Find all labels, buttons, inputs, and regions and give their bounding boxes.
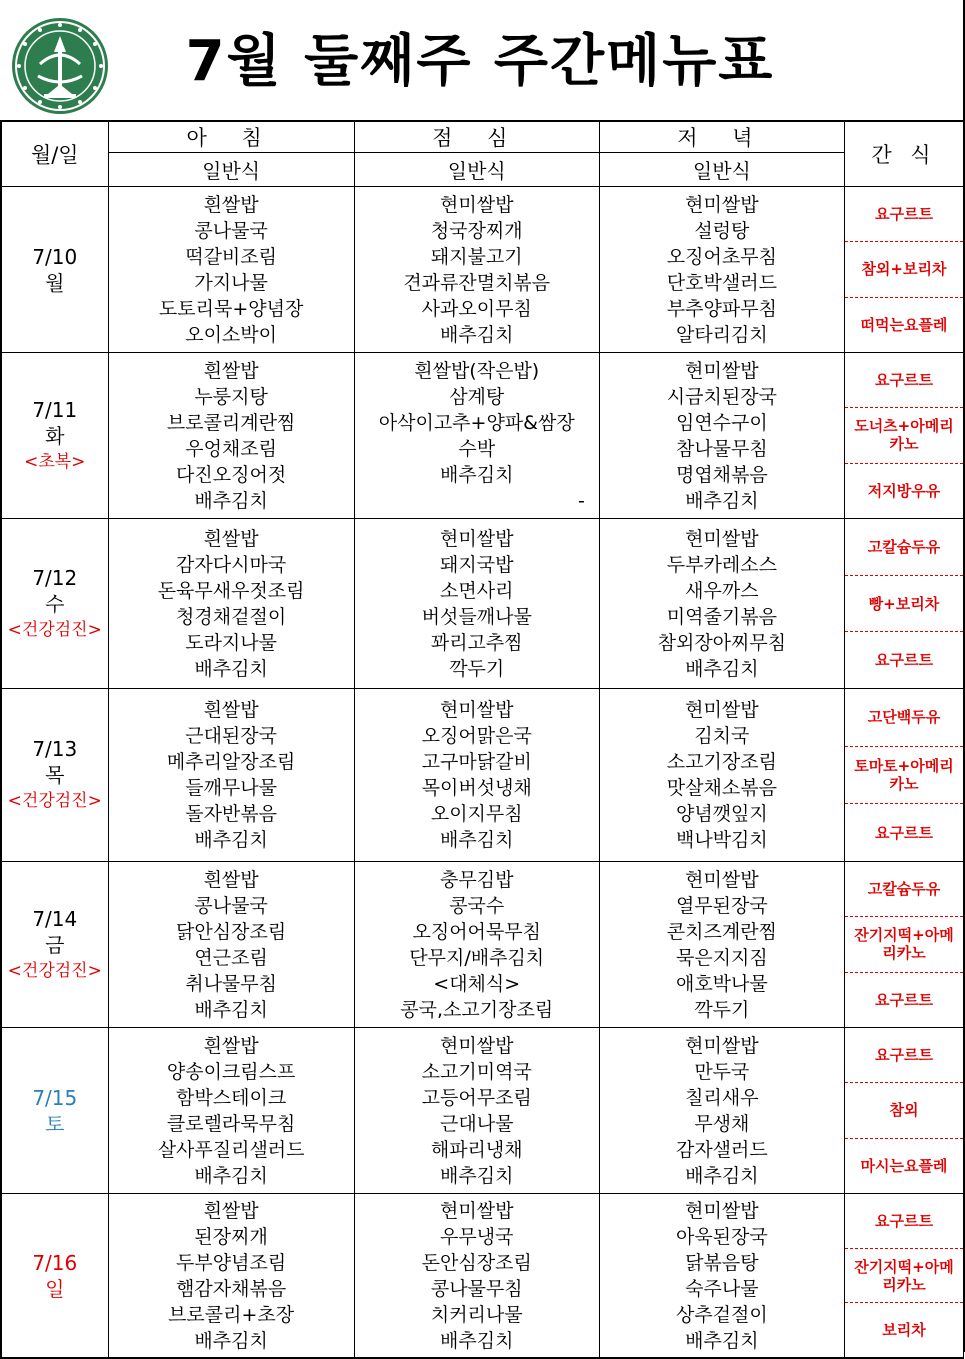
menu-item: 근대된장국 <box>185 725 277 747</box>
snack-item: 요구르트 <box>845 353 963 408</box>
menu-item: 현미쌀밥 <box>685 527 759 550</box>
menu-item: 흰쌀밥 <box>203 193 259 216</box>
menu-item: 만두국 <box>694 1060 750 1083</box>
menu-item: 단무지/배추김치 <box>409 946 545 969</box>
breakfast-cell <box>108 689 354 862</box>
menu-item: 도토리묵+양념장 <box>158 297 304 320</box>
weekday-label: 수 <box>45 591 65 616</box>
snack-item: 토마토+아메리카노 <box>845 747 963 805</box>
menu-item: 현미쌀밥 <box>685 699 759 721</box>
menu-item: 설렁탕 <box>694 219 750 242</box>
header-row-meals <box>1 121 964 153</box>
menu-item: 치커리나물 <box>430 1303 523 1326</box>
menu-item: 오징어초무침 <box>666 245 777 268</box>
day-row <box>1 1194 964 1359</box>
menu-item: 부추양파무침 <box>666 297 777 320</box>
breakfast-cell <box>108 187 354 353</box>
dinner-cell <box>599 353 844 519</box>
menu-item: 흰쌀밥 <box>203 527 259 550</box>
breakfast-cell <box>108 1028 354 1194</box>
menu-item: 클로렐라묵무침 <box>166 1112 296 1135</box>
snack-list <box>845 519 963 688</box>
menu-item: 흰쌀밥 <box>203 1034 259 1057</box>
menu-item: 흰쌀밥 <box>203 868 259 891</box>
institution-seal-icon <box>10 16 110 116</box>
menu-item: 두부양념조림 <box>176 1251 287 1274</box>
menu-item: 열무된장국 <box>675 894 768 917</box>
menu-item: 콩국수 <box>449 894 505 917</box>
menu-item: 해파리냉채 <box>430 1138 523 1161</box>
menu-item: 삼계탕 <box>449 385 505 408</box>
menu-item: 칠리새우 <box>685 1086 759 1109</box>
page-title: 7월 둘째주 주간메뉴표 <box>185 29 775 94</box>
header-dinner: 저 녁 <box>599 121 844 153</box>
menu-item: 단호박샐러드 <box>666 271 777 294</box>
date-note: <건강검진> <box>7 791 102 811</box>
menu-item: 도라지나물 <box>185 631 277 654</box>
menu-item: 명엽채볶음 <box>675 463 768 486</box>
lunch-cell <box>354 689 599 862</box>
snack-item: 보리차 <box>882 1321 926 1340</box>
menu-item: 현미쌀밥 <box>440 1199 514 1222</box>
weekday-label: 화 <box>45 423 65 448</box>
menu-item: 소면사리 <box>440 579 514 602</box>
date-label: 7/10 <box>32 244 78 269</box>
snack-cell <box>844 353 963 519</box>
menu-item: 들깨무나물 <box>185 777 277 799</box>
menu-item: 알타리김치 <box>675 323 768 346</box>
weekday-label: 토 <box>45 1111 65 1136</box>
menu-item: 현미쌀밥 <box>685 193 759 216</box>
menu-item: 배추김치 <box>194 657 268 680</box>
breakfast-cell <box>108 862 354 1028</box>
dinner-cell <box>599 187 844 353</box>
snack-item: 마시는요플레 <box>860 1156 948 1175</box>
menu-item: 청경채겉절이 <box>176 605 287 628</box>
menu-item: 오징어어묵무침 <box>412 920 541 943</box>
menu-item: 돼지불고기 <box>430 245 523 268</box>
menu-item: 애호박나물 <box>675 972 768 995</box>
header-breakfast: 아 침 <box>108 121 354 153</box>
menu-item: 취나물무침 <box>185 972 277 995</box>
menu-item: 우무냉국 <box>440 1225 514 1248</box>
snack-item: 참외+보리차 <box>845 242 963 297</box>
breakfast-cell <box>108 1194 354 1359</box>
menu-item: 숙주나물 <box>685 1277 759 1300</box>
menu-item: 콩국,소고기장조림 <box>400 998 554 1021</box>
menu-item: 꽈리고추찜 <box>430 631 523 654</box>
snack-list <box>845 1194 963 1357</box>
menu-item: 깍두기 <box>449 657 505 680</box>
menu-item: 깍두기 <box>694 998 750 1021</box>
date-note: <초복> <box>24 451 86 472</box>
menu-item: 수박 <box>458 437 496 460</box>
menu-item: 살사푸질리샐러드 <box>157 1138 305 1161</box>
menu-item: 맛살채소볶음 <box>666 777 777 799</box>
header-dinner-type: 일반식 <box>599 153 844 187</box>
menu-item: 상추겉절이 <box>675 1303 768 1326</box>
snack-item: 요구르트 <box>845 1028 963 1083</box>
lunch-cell <box>354 1028 599 1194</box>
dinner-cell <box>599 519 844 689</box>
menu-item: 배추김치 <box>685 657 759 680</box>
dinner-cell <box>599 862 844 1028</box>
menu-item: 목이버섯냉채 <box>421 777 532 799</box>
snack-item: 요구르트 <box>874 823 933 842</box>
date-label: 7/11 <box>32 397 78 422</box>
lunch-cell <box>354 187 599 353</box>
menu-item: 배추김치 <box>194 998 268 1021</box>
menu-item: 아욱된장국 <box>675 1225 768 1248</box>
menu-item: 된장찌개 <box>194 1225 268 1248</box>
breakfast-cell <box>108 519 354 689</box>
menu-item: 함박스테이크 <box>176 1086 287 1109</box>
menu-item: 연근조림 <box>194 946 268 969</box>
menu-item: 돌자반볶음 <box>185 803 277 825</box>
weekday-label: 일 <box>45 1276 65 1301</box>
menu-item: 고구마닭갈비 <box>421 751 532 773</box>
menu-item: 소고기미역국 <box>421 1060 532 1083</box>
menu-item: 브로콜리계란찜 <box>166 411 296 434</box>
menu-item: 소고기장조림 <box>666 751 777 773</box>
date-cell <box>1 689 108 862</box>
snack-cell <box>844 1028 963 1194</box>
menu-item: 두부카레소스 <box>666 553 777 576</box>
menu-item: 현미쌀밥 <box>440 193 514 216</box>
menu-item: - <box>577 489 585 512</box>
snack-item: 고칼슘두유 <box>845 862 963 917</box>
date-cell <box>1 862 108 1028</box>
menu-item: 감자샐러드 <box>675 1138 768 1161</box>
menu-item: 새우까스 <box>685 579 759 602</box>
menu-item: 현미쌀밥 <box>685 868 759 891</box>
menu-item: 견과류잔멸치볶음 <box>403 271 551 294</box>
menu-item: 백나박김치 <box>675 829 768 851</box>
snack-cell <box>844 519 963 689</box>
menu-item: 배추김치 <box>194 829 268 851</box>
dinner-cell <box>599 689 844 862</box>
menu-item: 브로콜리+초장 <box>168 1303 295 1326</box>
menu-item: 배추김치 <box>194 489 268 512</box>
menu-item: 누룽지탕 <box>194 385 268 408</box>
snack-item: 참외 <box>845 1083 963 1138</box>
menu-item: 현미쌀밥 <box>440 1034 514 1057</box>
snack-item: 요구르트 <box>845 187 963 242</box>
lunch-cell <box>354 353 599 519</box>
menu-item: 배추김치 <box>685 489 759 512</box>
header-row-types <box>1 153 964 187</box>
menu-item: 고등어무조림 <box>421 1086 532 1109</box>
date-note: <건강검진> <box>7 960 102 981</box>
menu-item: 돼지국밥 <box>440 553 514 576</box>
menu-item: 미역줄기볶음 <box>666 605 777 628</box>
day-row <box>1 689 964 862</box>
menu-item: 묵은지지짐 <box>675 946 768 969</box>
menu-item: 배추김치 <box>194 1329 268 1352</box>
date-label: 7/12 <box>32 565 78 590</box>
menu-item: 콩나물국 <box>194 219 268 242</box>
menu-item: 현미쌀밥 <box>440 699 514 721</box>
snack-item: 요구르트 <box>874 651 933 670</box>
menu-item: 사과오이무침 <box>421 297 532 320</box>
menu-item: <대체식> <box>433 972 521 995</box>
snack-item: 고단백두유 <box>845 689 963 747</box>
menu-item: 시금치된장국 <box>666 385 777 408</box>
menu-item: 떡갈비조림 <box>185 245 277 268</box>
date-cell <box>1 353 108 519</box>
lunch-cell <box>354 1194 599 1359</box>
menu-item: 현미쌀밥 <box>685 1034 759 1057</box>
date-label: 7/13 <box>32 737 78 761</box>
snack-item: 요구르트 <box>845 1194 963 1249</box>
menu-item: 감자다시마국 <box>176 553 287 576</box>
dinner-cell <box>599 1194 844 1359</box>
weekday-label: 월 <box>45 270 65 295</box>
menu-item: 오이소박이 <box>185 323 277 346</box>
snack-list <box>845 862 963 1027</box>
snack-item: 잔기지떡+아메리카노 <box>845 917 963 972</box>
dinner-cell <box>599 1028 844 1194</box>
menu-item: 현미쌀밥 <box>685 1199 759 1222</box>
lunch-cell <box>354 519 599 689</box>
snack-item: 잔기지떡+아메리카노 <box>845 1249 963 1304</box>
header-date: 월/일 <box>1 121 108 187</box>
snack-cell <box>844 187 963 353</box>
snack-item: 도너츠+아메리카노 <box>845 408 963 463</box>
menu-item: 배추김치 <box>440 1329 514 1352</box>
snack-cell <box>844 689 963 862</box>
menu-item: 참나물무침 <box>675 437 768 460</box>
snack-list <box>845 689 963 861</box>
menu-item: 우엉채조림 <box>185 437 277 460</box>
menu-item: 닭볶음탕 <box>685 1251 759 1274</box>
menu-item: 돈육무새우젓조림 <box>157 579 305 602</box>
day-row <box>1 519 964 689</box>
weekly-menu-table <box>0 120 964 1359</box>
breakfast-cell <box>108 353 354 519</box>
menu-item: 메추리알장조림 <box>166 751 296 773</box>
snack-cell <box>844 862 963 1028</box>
page-header <box>0 0 965 120</box>
menu-item: 충무김밥 <box>440 868 514 891</box>
menu-item: 배추김치 <box>440 323 514 346</box>
menu-item: 흰쌀밥 <box>203 699 259 721</box>
menu-item: 무생채 <box>694 1112 750 1135</box>
menu-item: 버섯들깨나물 <box>421 605 532 628</box>
menu-item: 콩나물무침 <box>430 1277 523 1300</box>
snack-list <box>845 1028 963 1193</box>
day-row <box>1 862 964 1028</box>
day-row <box>1 1028 964 1194</box>
menu-item: 콩나물국 <box>194 894 268 917</box>
menu-item: 배추김치 <box>194 1164 268 1187</box>
snack-item: 떠먹는요플레 <box>860 315 948 334</box>
header-lunch-type: 일반식 <box>354 153 599 187</box>
menu-item: 김치국 <box>694 725 750 747</box>
menu-item: 콘치즈계란찜 <box>666 920 777 943</box>
menu-item: 양송이크림스프 <box>166 1060 296 1083</box>
menu-item: 돈안심장조림 <box>421 1251 532 1274</box>
menu-item: 배추김치 <box>440 829 514 851</box>
menu-item: 오이지무침 <box>430 803 523 825</box>
header-lunch: 점 심 <box>354 121 599 153</box>
menu-item: 가지나물 <box>194 271 268 294</box>
menu-item: 배추김치 <box>685 1164 759 1187</box>
menu-item: 양념깻잎지 <box>675 803 768 825</box>
menu-item: 청국장찌개 <box>430 219 523 242</box>
menu-item: 햄감자채볶음 <box>176 1277 287 1300</box>
date-cell <box>1 519 108 689</box>
day-row <box>1 187 964 353</box>
menu-item: 닭안심장조림 <box>176 920 287 943</box>
menu-item: 흰쌀밥 <box>203 359 259 382</box>
date-label: 7/15 <box>32 1085 78 1110</box>
header-breakfast-type: 일반식 <box>108 153 354 187</box>
menu-item: 흰쌀밥(작은밥) <box>414 359 540 382</box>
snack-item: 빵+보리차 <box>845 576 963 633</box>
lunch-cell <box>354 862 599 1028</box>
date-note: <건강검진> <box>7 619 102 640</box>
menu-item: 배추김치 <box>685 1329 759 1352</box>
menu-item: 배추김치 <box>440 463 514 486</box>
snack-cell <box>844 1194 963 1359</box>
menu-item: 현미쌀밥 <box>440 527 514 550</box>
menu-item: 아삭이고추+양파&쌈장 <box>378 411 575 434</box>
weekday-label: 금 <box>45 932 65 957</box>
snack-list <box>845 353 963 518</box>
menu-item: 오징어맑은국 <box>421 725 532 747</box>
snack-item: 요구르트 <box>874 990 933 1009</box>
snack-item: 저지방우유 <box>867 481 941 500</box>
menu-item: 현미쌀밥 <box>685 359 759 382</box>
menu-item: 다진오징어젓 <box>176 463 287 486</box>
date-label: 7/14 <box>32 906 78 931</box>
date-label: 7/16 <box>32 1250 78 1275</box>
snack-item: 고칼슘두유 <box>845 519 963 576</box>
date-cell <box>1 187 108 353</box>
menu-item: 근대나물 <box>440 1112 514 1135</box>
menu-item: 흰쌀밥 <box>203 1199 259 1222</box>
weekday-label: 목 <box>45 763 65 787</box>
date-cell <box>1 1028 108 1194</box>
day-row <box>1 353 964 519</box>
snack-list <box>845 187 963 352</box>
menu-item: 배추김치 <box>440 1164 514 1187</box>
menu-item: 참외장아찌무침 <box>657 631 787 654</box>
header-snack: 간 식 <box>844 121 963 187</box>
menu-item: 임연수구이 <box>675 411 768 434</box>
date-cell <box>1 1194 108 1359</box>
